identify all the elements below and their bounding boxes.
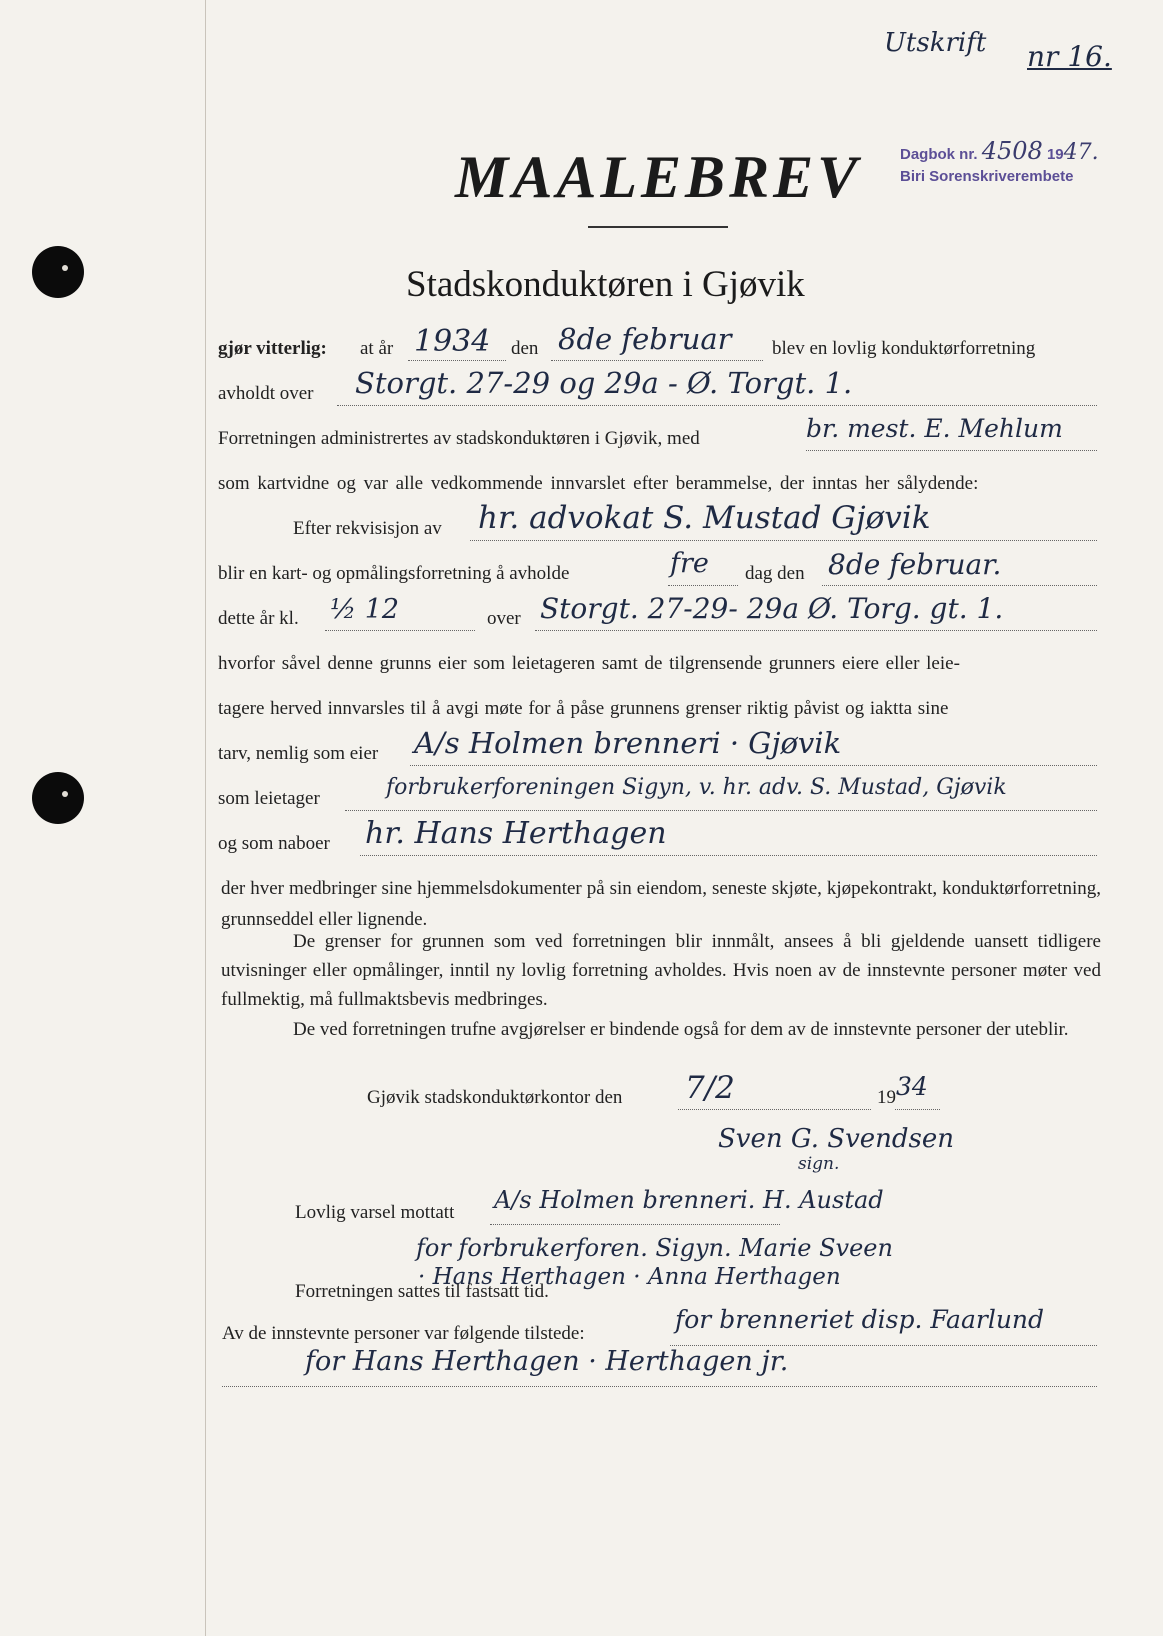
field-meeting-date[interactable]: 8de februar.: [828, 548, 1002, 581]
field-line: [325, 630, 475, 631]
field-location[interactable]: Storgt. 27-29 og 29a - Ø. Torgt. 1.: [355, 366, 853, 400]
field-line: [337, 405, 1097, 406]
signature-surveyor: Sven G. Svendsen: [718, 1124, 955, 1154]
field-line: [678, 1109, 871, 1110]
notice-signatures-3[interactable]: · Hans Herthagen · Anna Herthagen: [418, 1264, 841, 1290]
field-line: [806, 450, 1097, 451]
label-avholdt-over: avholdt over: [218, 383, 314, 404]
field-line: [822, 585, 1097, 586]
field-line: [551, 360, 763, 361]
label-dag-den: dag den: [745, 563, 805, 584]
label-efter-rekvisisjon: Efter rekvisisjon av: [293, 518, 442, 539]
document-number: nr 16.: [1027, 40, 1112, 73]
field-line: [535, 630, 1097, 631]
label-over: over: [487, 608, 521, 629]
label-blev: blev en lovlig konduktørforretning: [772, 338, 1036, 359]
text-hvorfor: hvorfor såvel denne grunns eier som leietageren samt de tilgrensende grunners eiere eller leie-: [218, 653, 960, 674]
field-line: [668, 585, 738, 586]
field-neighbours[interactable]: hr. Hans Herthagen: [365, 816, 667, 851]
label-administrertes: Forretningen administrertes av stadskonduktøren i Gjøvik, med: [218, 428, 700, 449]
field-year[interactable]: 1934: [414, 324, 491, 359]
label-den: den: [511, 338, 539, 359]
field-time[interactable]: ½ 12: [330, 594, 400, 625]
label-gjor-vitterlig: gjør vitterlig:: [218, 338, 327, 359]
title-rule: [588, 226, 728, 228]
label-leietager: som leietager: [218, 788, 320, 809]
paragraph-documents: der hver medbringer sine hjemmelsdokumenter på sin eiendom, seneste skjøte, kjøpekontrakt, konduktørforretning, grunnseddel eller lignende.: [221, 878, 1101, 930]
notice-signatures-2[interactable]: for forbrukerforen. Sigyn. Marie Sveen: [416, 1234, 893, 1262]
document-title: MAALEBREV: [455, 144, 862, 210]
punch-hole: [32, 772, 84, 824]
speck: [62, 265, 68, 271]
field-office-date[interactable]: 7/2: [685, 1070, 735, 1106]
speck: [62, 791, 68, 797]
field-line: [360, 855, 1097, 856]
label-varsel-mottatt: Lovlig varsel mottatt: [295, 1202, 455, 1223]
paragraph-boundaries: De grenser for grunnen som ved forretningen blir innmålt, ansees å bli gjeldende uansett tidligere utvisninger eller opmålinger, inntil ny lovlig forretning avholdes. Hvis noen av de innstevnte personer møter ved fullmektig, må fullmaktsbevis medbringes.: [221, 931, 1101, 1010]
field-line: [410, 765, 1097, 766]
label-dette-ar: dette år kl.: [218, 608, 299, 629]
field-witness[interactable]: br. mest. E. Mehlum: [806, 414, 1063, 443]
label-at-ar: at år: [360, 338, 394, 359]
text-fastsatt-tid: Forretningen sattes til fastsatt tid.: [295, 1281, 549, 1302]
registry-stamp: [900, 137, 1099, 188]
field-weekday[interactable]: fre: [670, 548, 709, 579]
label-kart-opmaling: blir en kart- og opmålingsforretning å avholde: [218, 563, 570, 584]
field-present-1[interactable]: for brenneriet disp. Faarlund: [675, 1305, 1045, 1334]
field-office-year[interactable]: 34: [896, 1072, 928, 1101]
field-owner[interactable]: A/s Holmen brenneri · Gjøvik: [414, 726, 842, 760]
margin-line: [205, 0, 206, 1636]
paragraph-decisions: De ved forretningen trufne avgjørelser er bindende også for dem av de innstevnte personer der uteblir.: [293, 1019, 1069, 1040]
punch-hole: [32, 246, 84, 298]
field-line: [345, 810, 1097, 811]
label-office: Gjøvik stadskonduktørkontor den: [367, 1087, 623, 1108]
stamp-year-prefix: 19: [1046, 146, 1064, 163]
handwritten-annotation: Utskrift: [884, 28, 987, 58]
field-line: [490, 1224, 780, 1225]
stamp-label: Dagbok nr.: [900, 146, 978, 163]
notice-signatures-1[interactable]: A/s Holmen brenneri. H. Austad: [494, 1186, 884, 1214]
label-year-prefix: 19: [877, 1087, 896, 1108]
field-line: [222, 1386, 1097, 1387]
field-date[interactable]: 8de februar: [558, 322, 732, 356]
stamp-year-suffix: 47.: [1063, 140, 1099, 165]
field-requester[interactable]: hr. advokat S. Mustad Gjøvik: [478, 500, 931, 536]
field-present-2[interactable]: for Hans Herthagen · Herthagen jr.: [305, 1346, 789, 1377]
label-naboer: og som naboer: [218, 833, 330, 854]
document-subtitle: Stadskonduktøren i Gjøvik: [406, 264, 805, 305]
text-kartvidne: som kartvidne og var alle vedkommende innvarslet efter berammelse, der inntas her sålydende:: [218, 473, 979, 494]
signature-note: sign.: [798, 1154, 840, 1174]
stamp-entry-number: 4508: [981, 137, 1043, 165]
field-location-2[interactable]: Storgt. 27-29- 29a Ø. Torg. gt. 1.: [540, 592, 1004, 625]
field-tenant[interactable]: forbrukerforeningen Sigyn, v. hr. adv. S. Mustad, Gjøvik: [386, 775, 1007, 800]
label-tilstede: Av de innstevnte personer var følgende tilstede:: [222, 1323, 585, 1344]
label-eier: tarv, nemlig som eier: [218, 743, 379, 764]
field-line: [470, 540, 1097, 541]
field-line: [895, 1109, 940, 1110]
stamp-office: Biri Sorenskriverembete: [900, 168, 1074, 185]
field-line: [408, 360, 506, 361]
text-tagere: tagere herved innvarsles til å avgi møte for å påse grunnens grenser riktig påvist og iaktta sine: [218, 698, 949, 719]
